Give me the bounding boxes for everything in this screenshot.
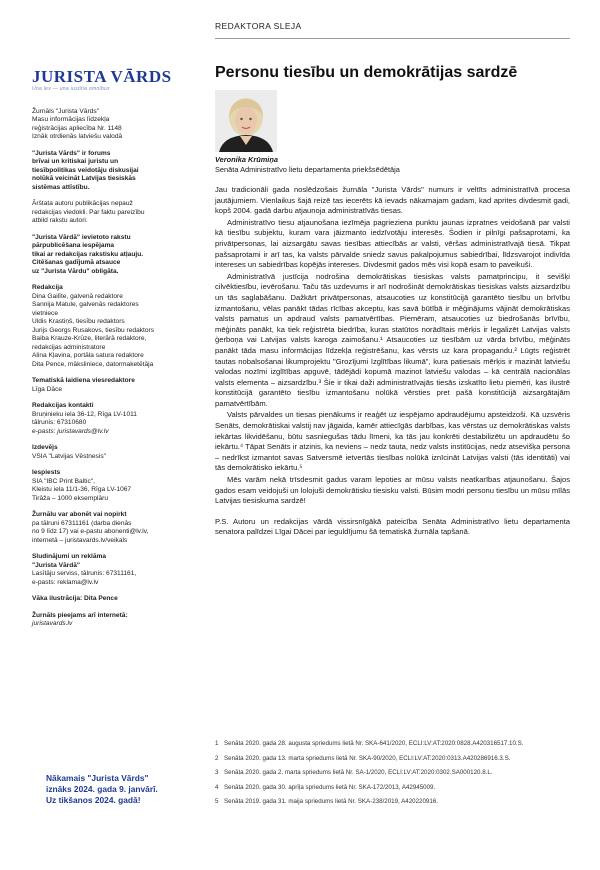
footnote-text: Senāta 2020. gada 2. marta spriedums lietā Nr. SA-1/2020, ECLI:LV:AT:2020:0302.SA000120.8.L. (224, 769, 493, 777)
sidebar-line: Ārštata autoru publikācijas nepauž (32, 200, 133, 207)
sidebar-line: Sannija Matule, galvenās redaktores (32, 301, 139, 308)
article-paragraph: Administratīvā justīcija nodrošina demokrātiskas tiesiskas valsts pamatprincipu, it sevišķi cilvēktiesību, ievērošanu. Taču tās uzdevums ir arī nodrošināt demokrātiskas tiesiskas valsts aizsardzību un tās saglabāšanu. Dažkārt privātpersonas, atsaucoties uz konstitūcijā garantēto tiesību un brīvību izmantošanu, vēlas panākt tādas rīcības akceptu, kas savā būtībā ir mēģinājums vājināt demokrātiskas valsts pamatus un apdraud valsts pamatvērtības. Piemēram, atsaucoties uz biedrošanās brīvību, mēģināts panākt, ka tiek reģistrēta biedrība, kuras statūtos norādītais mērķis ir legalizēt Latvijas valsts ģerboņa vai Latvijas valsts karoga zaimošanu.¹ Atsaucoties uz tiesībām uz vārda brīvību, mēģināts panākt tāda masu informācijas līdzekļa reģistrēšanu, kas vērsts uz kara propagandu.² Lūgts reģistrēt tautas nobalsošanai likumprojektu "Grozījumi Izglītības likumā", kura patiesais mērķis ir mazināt latviešu valodas nozīmi izglītības apguvē, tādējādi kopumā mazinot latviešu valodas – kā centrālā nacionālas valsts elementa – aizsardzību.³ Šie ir tikai daži administratīvajās tiesās izskatīto lietu piemēri, kas ilustrē konstitūcijā garantēto tiesību izmantošanu nolūkā vērsties pret pašā konstitūcijā aizsargātajām pamatvērtībām. (215, 271, 570, 408)
sidebar-line: Iznāk otrdienās latviešu valodā (32, 133, 123, 140)
sidebar-line: SIA "IBC Print Baltic", (32, 477, 95, 485)
sidebar-heading: Redakcijas kontakti (32, 402, 94, 409)
article-paragraph: Mēs varām nekā trīsdesmit gadus varam lepoties ar mūsu valsts neatkarības atjaunošanu. Šajos gados esam veidojuši un lolojuši demokrātisku tiesisku valsti. Būsim modri personu tiesību un mūsu mīlās Latvijas tiesiskuma sardzē! (215, 475, 570, 506)
sidebar-line: Dita Pence, māksliniece, datormaketētāja (32, 360, 154, 368)
sidebar-line: sistēmas attīstību. (32, 183, 90, 191)
sidebar-line: reģistrācijas apliecība Nr. 1148 (32, 124, 122, 132)
sidebar-line: Citēšanas gadījumā atsauce (32, 259, 121, 266)
sidebar-line: Uldis Krastiņš, tiesību redaktors (32, 318, 125, 325)
sidebar-line: Bruņinieku iela 36-12, Rīga LV-1011 (32, 410, 137, 418)
online-link: juristavards.lv (32, 620, 73, 627)
footnote (215, 769, 575, 777)
publisher-info (32, 444, 192, 461)
sidebar-line: Masu informācijas līdzekļa (32, 116, 110, 123)
footnote (215, 755, 575, 763)
sidebar-line: "Jurista Vārds" ir forums (32, 149, 111, 157)
sidebar-line: no 9 līdz 17) vai e-pastu abonenti@lv.lv, (32, 528, 149, 535)
logo-tagline: Una lex — una iustitia omnibus (32, 86, 110, 92)
sidebar-line: pa tālruni 67311161 (darba dienās (32, 519, 132, 527)
next-issue-promo (46, 773, 206, 806)
editorial-staff (32, 284, 192, 369)
sidebar-line: tālrunis: 67310680 (32, 419, 87, 426)
sidebar-heading: Redakcija (32, 284, 63, 291)
article-body (215, 185, 570, 539)
ads-info (32, 553, 192, 587)
sidebar-line: Lasītāju serviss, tālrunis: 67311161, (32, 570, 137, 577)
author-byline (215, 155, 400, 175)
sidebar-line: tikai ar redakcijas rakstisku atļauju. (32, 250, 144, 258)
promo-line: Nākamais "Jurista Vārds" (46, 773, 149, 783)
sidebar-line: Tirāža – 1000 eksemplāru (32, 494, 108, 502)
masthead-info (32, 108, 192, 142)
promo-line: Uz tikšanos 2024. gadā! (46, 795, 141, 805)
contact-email: e-pasts: juristavards@lv.lv (32, 427, 109, 435)
article-title: Personu tiesību un demokrātijas sardzē (215, 64, 518, 81)
footnote-number: 1 (215, 740, 219, 747)
footnote (215, 784, 575, 792)
cover-credit: Vāka ilustrācija: Dita Pence (32, 595, 118, 602)
footnote-text: Senāta 2019. gada 31. maija spriedums lietā Nr. SKA-238/2019, A420220916. (224, 798, 438, 806)
author-name: Veronika Krūmiņa (215, 155, 278, 164)
sidebar-line: "Jurista Vārdā" ievietoto rakstu (32, 233, 131, 241)
article-paragraph: Administratīvo tiesu atjaunošana iezīmēja pagrieziena punktu jaunas izpratnes veidošanā par valsti kā tiesību subjektu, kuram vara jāizmanto iedzīvotāju interesēs. Šodien ir pilnīgi pašsaprotami, ka privātpersonas, lai aizsargātu savas tiesības attiecībās ar valsti, vēršas administratīvajā tiesā. Tikpat pašsaprotami ir arī tas, ka valsts pārvalde sniedz savus pakalpojumus sabiedrībai, līdzsvarojot indivīda intereses un sabiedrības kopējās intereses. Divdesmit gados mēs visi kopā esam to paveikuši. (215, 217, 570, 270)
footnotes (215, 740, 575, 813)
footnote-number: 5 (215, 798, 219, 806)
article-postscript: P.S. Autoru un redakcijas vārdā vissirsnīgākā pateicība Senāta Administratīvo lietu departamenta senatora palīdzei Līgai Dācei par ieguldījumu šā tematiskā žurnāla tapšanā. (215, 516, 570, 537)
issue-editor (32, 377, 192, 394)
footnote-text: Senāta 2020. gada 28. augusta spriedums lietā Nr. SKA-641/2020, ECLI:LV:AT:2020:0828.A420316517.10.S. (224, 740, 524, 747)
sidebar-line: Alina Kļavina, portāla satura redaktore (32, 352, 144, 359)
footnote-number: 3 (215, 769, 219, 777)
footnote-text: Senāta 2020. gada 30. aprīļa spriedums lietā Nr. SKA-172/2013, A42945009. (224, 783, 436, 791)
online-info (32, 612, 192, 629)
sidebar-line: nolūkā veicināt Latvijas tiesiskās (32, 175, 136, 182)
sidebar-line: atbild rakstu autori. (32, 217, 88, 224)
author-portrait-icon (215, 90, 277, 152)
sidebar-heading: Žurnālu var abonēt vai nopirkt (32, 511, 127, 518)
sidebar-line: vietniece (32, 309, 59, 317)
sidebar-heading: Žurnāls pieejams arī internetā: (32, 611, 128, 619)
header-rule (215, 38, 570, 39)
sidebar-heading: Iespiests (32, 469, 61, 476)
sidebar-line: Baiba Krauze-Krūze, literārā redaktore, (32, 335, 147, 342)
sidebar-line: Jurijs Georgs Rusakovs, tiesību redaktors (32, 326, 155, 334)
editorial-contacts (32, 402, 192, 436)
sidebar-line: e-pasts: reklama@lv.lv (32, 578, 99, 586)
masthead-sidebar (32, 68, 192, 637)
printer-info (32, 469, 192, 503)
sidebar-line: Kleistu iela 11/1-36, Rīga LV-1067 (32, 486, 132, 493)
sidebar-heading: Sludinājumi un reklāma (32, 553, 107, 560)
sidebar-line: pārpublicēšana iespējama (32, 242, 115, 249)
subscription-info (32, 511, 192, 545)
sidebar-line: brīvai un kritiskai juristu un (32, 158, 119, 165)
article-paragraph: Valsts pārvaldes un tiesas pienākums ir reaģēt uz iespējamo apdraudējumu apsteidzoši. Kā uzsvēris Senāts, demokrātiskai valstij nav jāgaida, kamēr attiecīgās darbības, kas vērstas uz demokrātiskas valsts iekārtas likvidēšanu, būtu sasniegušas tādu līmeni, ka tās jau konkrēti destabilizētu un apdraudētu šo iekārtu.⁴ Tāpat Senāts ir atzinis, ka neviens – nedz tauta, nedz valsts institūcijas, nedz atsevišķa persona – nedrīkst izmantot savas Satversmē ietvertās tiesības nolūkā iznīcināt Latvijas valsti (tās identitāti) vai tās demokrātisko iekārtu.⁵ (215, 410, 570, 473)
sidebar-heading: "Jurista Vārdā" (32, 561, 81, 569)
author-photo (215, 90, 277, 152)
sidebar-line: Līga Dāce (32, 385, 63, 393)
sidebar-line: uz "Jurista Vārdu" obligāta. (32, 267, 119, 275)
sidebar-line: Dina Gailīte, galvenā redaktore (32, 292, 123, 300)
journal-logo: JURISTA VĀRDS (32, 67, 172, 86)
author-role: Senāta Administratīvo lietu departamenta priekšsēdētāja (215, 165, 400, 174)
article-paragraph: Jau tradicionāli gada noslēdzošais žurnāla "Jurista Vārds" numurs ir veltīts administratīvā procesa jautājumiem. Vienlaikus šajā reizē tas iecerēts kā ievads nākamajam gadam, kad aprites divdesmit gadi, kopš 2004. gadā darbu atjaunoja administratīvās tiesas. (215, 185, 570, 216)
footnote-number: 2 (215, 754, 219, 762)
section-header: REDAKTORA SLEJA (215, 21, 302, 31)
sidebar-line: tiesībpolitikas veidotāju diskusijai (32, 166, 139, 174)
sidebar-heading: Tematiskā laidiena viesredaktore (32, 377, 135, 384)
sidebar-line: redakcijas viedokli. Par faktu pareizību (32, 208, 145, 216)
footnote-number: 4 (215, 783, 219, 791)
promo-line: iznāks 2024. gada 9. janvārī. (46, 784, 158, 794)
opinion-disclaimer (32, 200, 192, 226)
copyright-notice (32, 234, 192, 277)
footnote (215, 798, 575, 806)
sidebar-heading: Izdevējs (32, 444, 58, 451)
footnote-text: Senāta 2020. gada 13. marta spriedums lietā Nr. SKA-90/2020, ECLI:LV:AT:2020:0313.A420286916.3.S. (224, 754, 511, 762)
footnote (215, 740, 575, 748)
sidebar-line: internetā – juristavards.lv/veikals (32, 536, 128, 544)
forum-statement (32, 150, 192, 193)
sidebar-line: redakcijas administratore (32, 343, 106, 351)
sidebar-line: VSIA "Latvijas Vēstnesis" (32, 452, 106, 460)
sidebar-line: Žurnāls "Jurista Vārds" (32, 107, 99, 115)
